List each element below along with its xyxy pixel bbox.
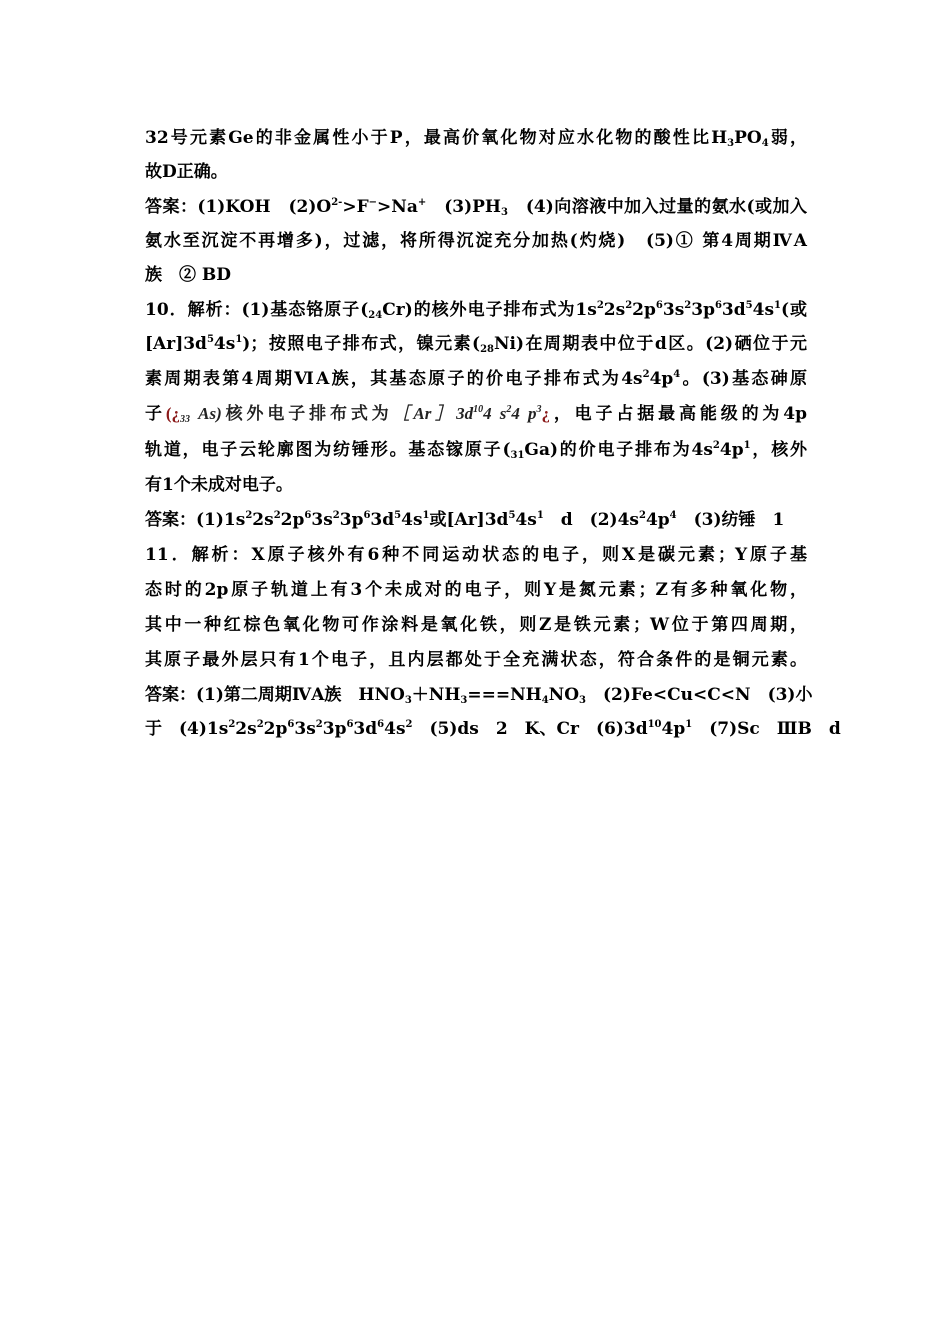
answer-line-9b: 氨水至沉淀不再增多)，过滤，将所得沉淀充分加热(灼烧) (5)① 第4周期ⅣA (145, 231, 807, 251)
answer-line-9a: 答案：(1)KOH $(2)O^{2-}>F^->Na^+$ $(3)PH_3$ (4)向溶液中加入过量的氨水(或加入 (145, 197, 807, 218)
answer-line-9c: 族 ② BD (145, 265, 232, 285)
analysis-10-line-1: 10．解析：(1)基态铬原子$(_{24}Cr)$的核外电子排布式为$1s^22s^22p^63s^23p^63d^54s^1$(或 (145, 300, 807, 321)
answer-11-line-1: 答案：(1)第二周期ⅣA族 $HNO_3+NH_3===NH_4NO_3$ (2)Fe<Cu<C<N (3)小 (145, 685, 813, 706)
analysis-11-line-1: 11．解析：X原子核外有6种不同运动状态的电子，则X是碳元素；Y原子基 (145, 545, 807, 565)
text-line-2: 故D正确。 (145, 162, 228, 182)
answer-10-line: 答案：$(1)1s^22s^22p^63s^23p^63d^54s^1$或$[Ar]3d^54s^1$ d $(2)4s^24p^4$ (3)纺锤 1 (145, 510, 785, 530)
analysis-10-line-4: 子(¿$_{33}$ As)核外电子排布式为$[Ar]3d^{10}4$ $s^24$ $p^3¿$，电子占据最高能级的为4p (145, 404, 808, 425)
answer-11-line-2: 于 $(4)1s^22s^22p^63s^23p^63d^64s^2$ (5)ds 2 K、Cr $(6)3d^{10}4p^1$ (7)Sc ⅢB d (145, 719, 841, 739)
text-line-1: 32号元素Ge的非金属性小于P，最高价氧化物对应水化物的酸性比$H_3PO_4$弱， (145, 128, 808, 149)
analysis-10-line-6: 有1个未成对电子。 (145, 475, 293, 495)
analysis-10-line-5: 轨道，电子云轮廓图为纺锤形。基态镓原子$(_{31}Ga)$的价电子排布为$4s^24p^1$，核外 (145, 440, 808, 461)
analysis-11-line-2: 态时的2p原子轨道上有3个未成对的电子，则Y是氮元素；Z有多种氧化物， (145, 580, 807, 600)
analysis-10-line-3: 素周期表第4周期ⅥA族，其基态原子的价电子排布式为$4s^24p^4$。(3)基态砷原 (145, 369, 807, 389)
formula-as-symbol: (¿$_{33}$ As) (165, 404, 222, 425)
analysis-11-line-3: 其中一种红棕色氧化物可作涂料是氧化铁，则Z是铁元素；W位于第四周期， (145, 615, 807, 635)
analysis-10-line-2: $[Ar]3d^54s^1$)；按照电子排布式，镍元素$(_{28}Ni)$在周期表中位于d区。(2)硒位于元 (145, 334, 807, 355)
analysis-11-line-4: 其原子最外层只有1个电子，且内层都处于全充满状态，符合条件的是铜元素。 (145, 650, 807, 670)
formula-as-config: $[Ar]3d^{10}4$ $s^24$ $p^3¿$ (392, 404, 550, 423)
